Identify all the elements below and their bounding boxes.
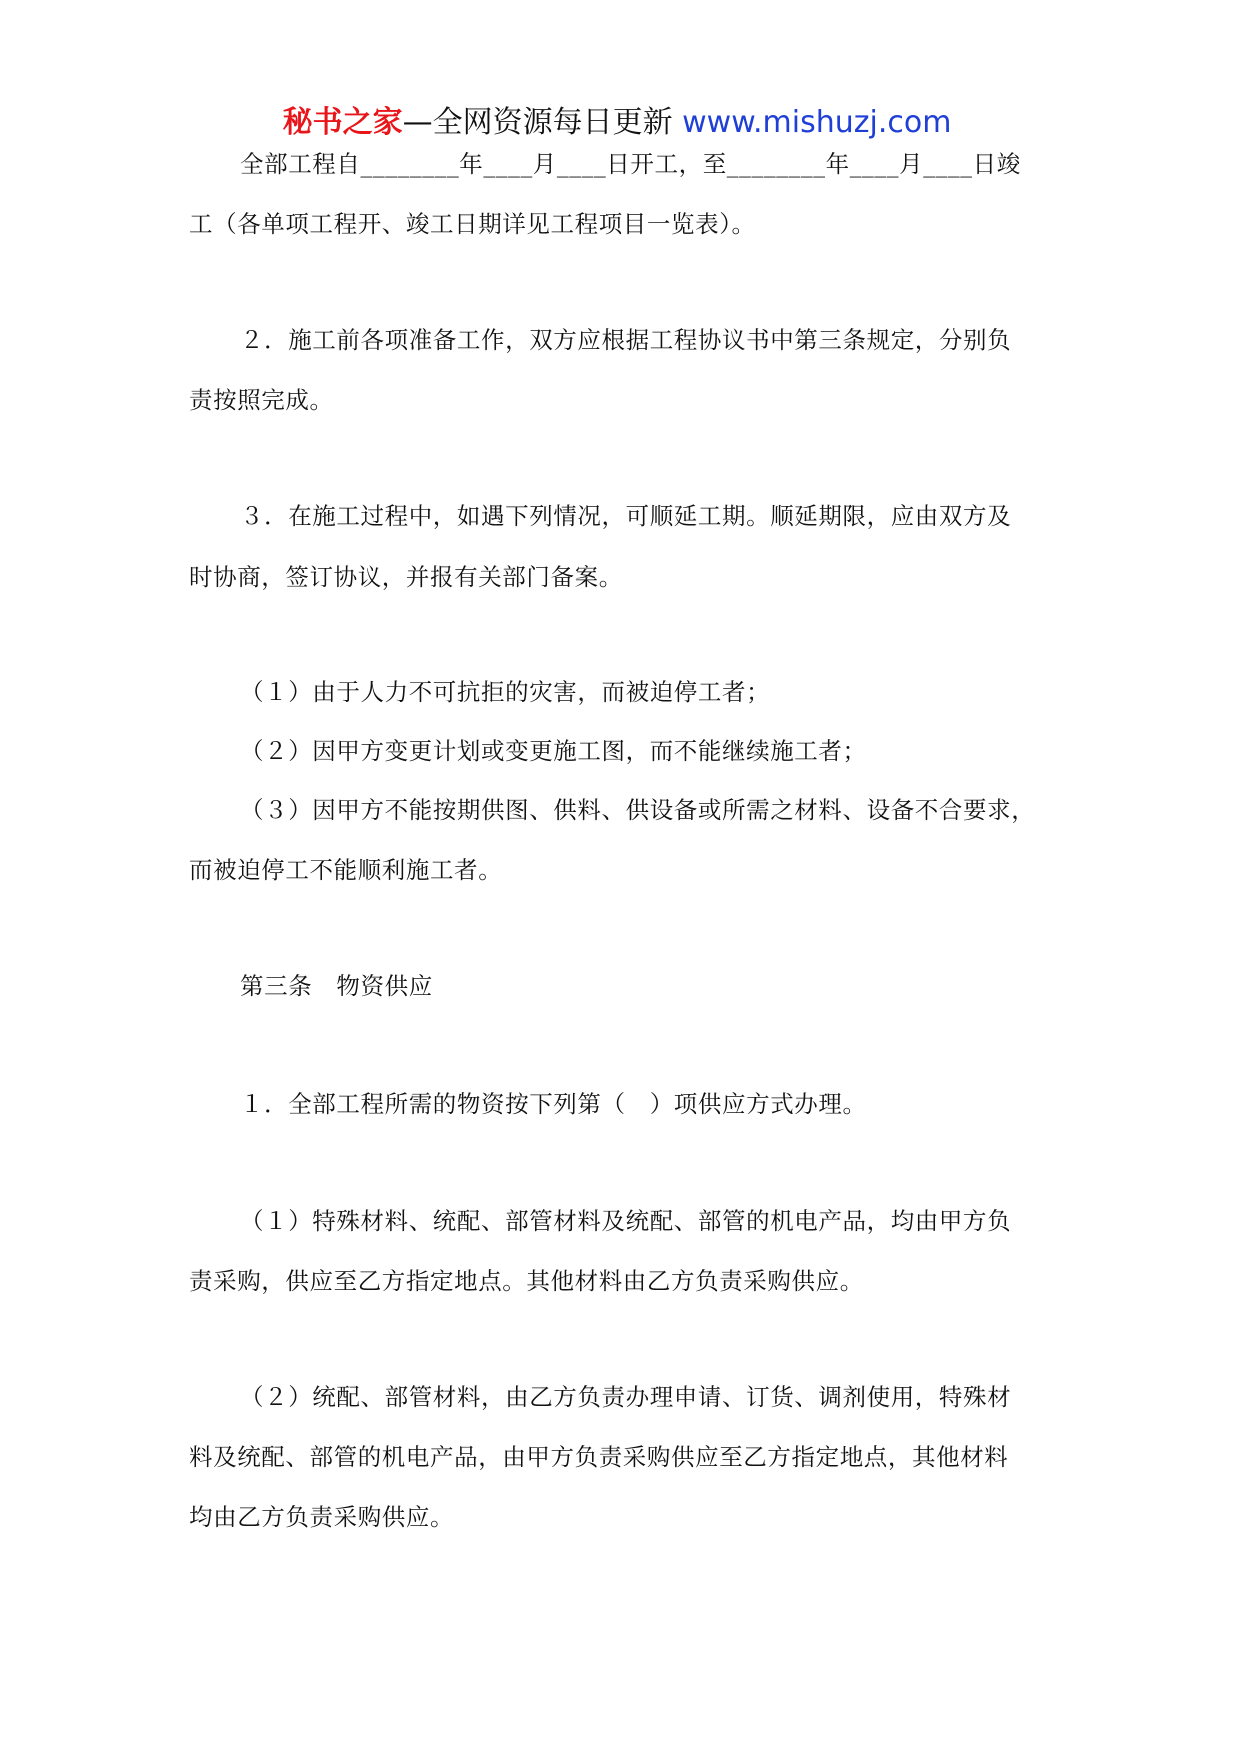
site-header [0,101,1234,145]
paragraph-3-line-2: 时协商，签订协议，并报有关部门备案。 [189,563,623,591]
site-brand: 秘书之家 [282,105,403,140]
site-url[interactable]: www.mishuzj.com [682,105,952,140]
paragraph-supply-1: １．全部工程所需的物资按下列第（ ）项供应方式办理。 [240,1090,867,1118]
supply-option-2-line-1: （２）统配、部管材料，由乙方负责办理申请、订货、调剂使用，特殊材 [240,1383,1012,1411]
paragraph-2-line-1: ２．施工前各项准备工作，双方应根据工程协议书中第三条规定，分别负 [240,326,1012,354]
section-heading: 第三条 物资供应 [240,972,433,1000]
list-item-2: （２）因甲方变更计划或变更施工图，而不能继续施工者； [240,737,867,765]
list-item-3-line-1: （３）因甲方不能按期供图、供料、供设备或所需之材料、设备不合要求， [240,796,1036,824]
supply-option-1-line-1: （１）特殊材料、统配、部管材料及统配、部管的机电产品，均由甲方负 [240,1207,1012,1235]
paragraph-2-line-2: 责按照完成。 [189,386,334,414]
list-item-1: （１）由于人力不可抗拒的灾害，而被迫停工者； [240,678,771,706]
supply-option-1-line-2: 责采购，供应至乙方指定地点。其他材料由乙方负责采购供应。 [189,1267,864,1295]
list-item-3-line-2: 而被迫停工不能顺利施工者。 [189,856,503,884]
site-slogan: —全网资源每日更新 [402,105,683,140]
supply-option-2-line-3: 均由乙方负责采购供应。 [189,1503,455,1531]
paragraph-3-line-1: ３．在施工过程中，如遇下列情况，可顺延工期。顺延期限，应由双方及 [240,502,1012,530]
paragraph-1-line-1: 全部工程自________年____月____日开工，至________年____月____日竣 [240,150,1021,178]
supply-option-2-line-2: 料及统配、部管的机电产品，由甲方负责采购供应至乙方指定地点，其他材料 [189,1443,1009,1471]
paragraph-1-line-2: 工（各单项工程开、竣工日期详见工程项目一览表）。 [189,210,756,238]
